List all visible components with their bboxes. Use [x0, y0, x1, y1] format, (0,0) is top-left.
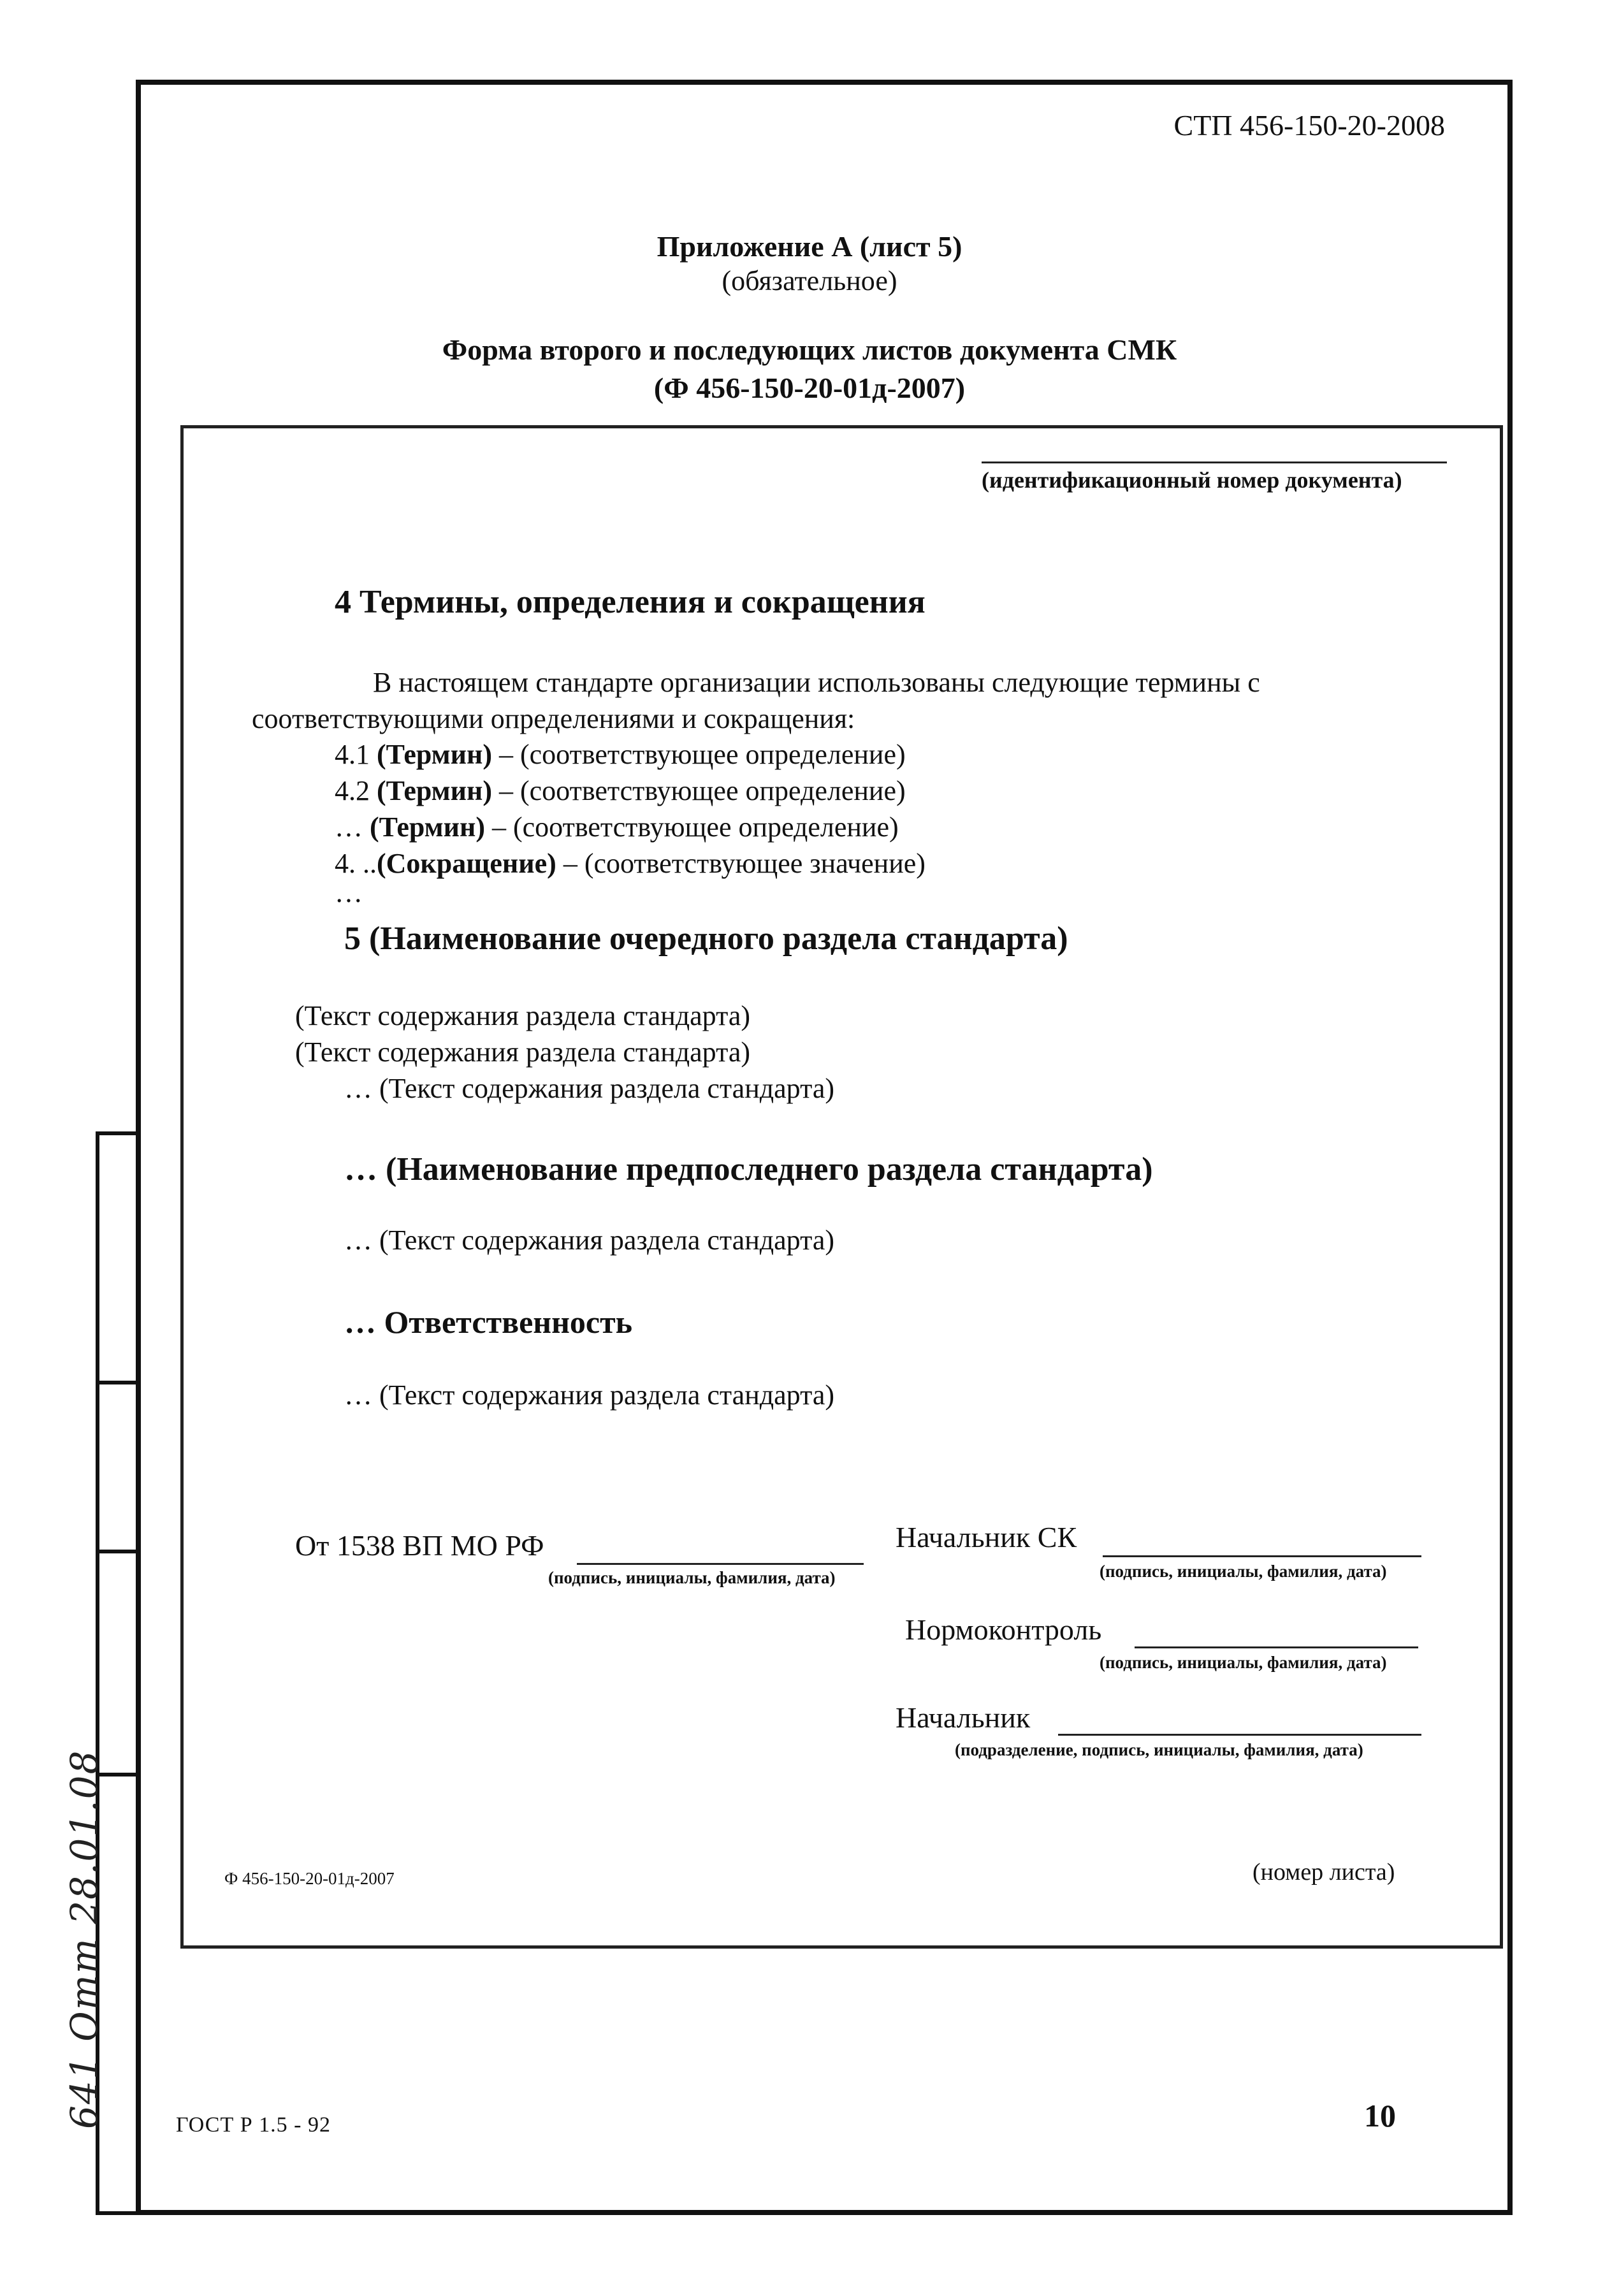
section-text: … (Текст содержания раздела стандарта) [344, 1073, 835, 1104]
term-definition: – (соответствующее определение) [484, 811, 899, 843]
form-footer-code: Ф 456-150-20-01д-2007 [224, 1869, 395, 1888]
vp-signature-label: От 1538 ВП МО РФ [295, 1529, 544, 1562]
term-definition: – (соответствующее определение) [491, 775, 906, 806]
stamp-divider [99, 1381, 138, 1384]
appendix-title: Приложение А (лист 5) [657, 230, 962, 263]
term-item [335, 811, 899, 843]
document-code: СТП 456-150-20-2008 [1173, 109, 1445, 142]
section-4-intro-line-1: В настоящем стандарте организации использованы следующие термины с [373, 667, 1260, 698]
section-text: (Текст содержания раздела стандарта) [295, 1036, 751, 1068]
page-number: 10 [1364, 2098, 1396, 2133]
handwritten-registration-note: 641 Отт 28.01.08 [62, 1749, 106, 2129]
term-name: (Термин) [370, 811, 485, 843]
id-number-line [982, 461, 1447, 463]
appendix-status: (обязательное) [722, 265, 897, 296]
chief-sk-signature-line [1103, 1555, 1421, 1557]
term-definition: – (соответствующее определение) [491, 739, 906, 770]
normcontrol-label: Нормоконтроль [905, 1613, 1102, 1646]
abbreviation-item [335, 847, 926, 880]
term-name: (Термин) [377, 775, 492, 806]
gost-reference: ГОСТ Р 1.5 - 92 [176, 2113, 331, 2137]
vp-signature-hint: (подпись, инициалы, фамилия, дата) [548, 1568, 836, 1587]
term-item [335, 738, 906, 771]
section-text: … (Текст содержания раздела стандарта) [344, 1224, 835, 1256]
chief-signature-line [1058, 1734, 1421, 1736]
chief-label: Начальник [896, 1701, 1031, 1734]
section-text: … (Текст содержания раздела стандарта) [344, 1379, 835, 1411]
abbreviation-value: – (соответствующее значение) [556, 848, 926, 879]
form-code: (Ф 456-150-20-01д-2007) [653, 372, 966, 404]
chief-hint: (подразделение, подпись, инициалы, фамилия, дата) [955, 1740, 1363, 1759]
chief-sk-label: Начальник СК [896, 1521, 1077, 1553]
stamp-divider [99, 1550, 138, 1553]
section-4-intro-line-2: соответствующими определениями и сокращения: [252, 703, 855, 734]
term-number: 4. .. [335, 848, 377, 879]
form-title: Форма второго и последующих листов документа СМК [442, 333, 1177, 366]
term-item [335, 774, 906, 807]
responsibility-heading: … Ответственность [344, 1304, 633, 1340]
id-number-label: (идентификационный номер документа) [982, 467, 1402, 493]
list-ellipsis: … [335, 877, 363, 908]
abbreviation-name: (Сокращение) [377, 848, 556, 879]
term-number: 4.2 [335, 775, 377, 806]
prelast-section-heading: … (Наименование предпоследнего раздела стандарта) [344, 1151, 1153, 1188]
vp-signature-line [577, 1563, 864, 1565]
chief-sk-hint: (подпись, инициалы, фамилия, дата) [1100, 1562, 1387, 1581]
term-number: … [335, 811, 370, 843]
section-4-heading: 4 Термины, определения и сокращения [335, 584, 926, 620]
sheet-number-label: (номер листа) [1252, 1859, 1395, 1885]
section-text: (Текст содержания раздела стандарта) [295, 1000, 751, 1031]
term-name: (Термин) [377, 739, 492, 770]
section-5-heading: 5 (Наименование очередного раздела стандарта) [344, 920, 1068, 957]
term-number: 4.1 [335, 739, 377, 770]
normcontrol-signature-line [1135, 1646, 1418, 1648]
normcontrol-hint: (подпись, инициалы, фамилия, дата) [1100, 1653, 1387, 1672]
